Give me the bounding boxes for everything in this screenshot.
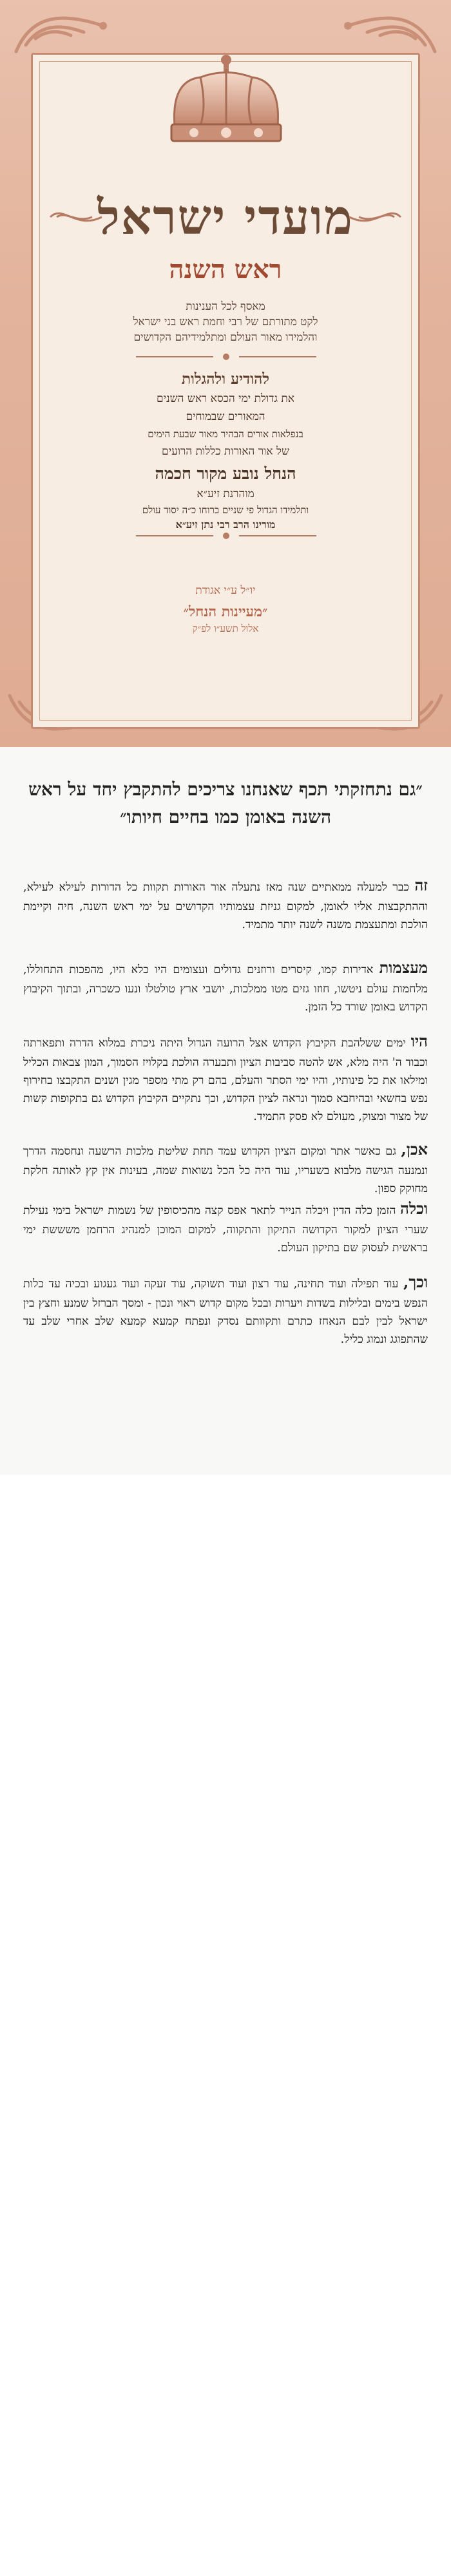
paragraph-text: הזמן כלה הדין ויכלה הנייר לתאר אפס קצה מהכיסופין של נשמות ישראל בימי נעילת שערי הציון למקור הקדושה התיקון והתקווה, למקום המוכן למנהיג הרחמן משששת ימי בראשית לעסוק שם בתיקון העולם. (23, 1204, 428, 1255)
cover-panel (31, 53, 420, 729)
paragraph-lead-word: וכך, (403, 1272, 428, 1291)
cover-intro-line: מאסף לכל הענינות (186, 300, 265, 313)
cover-text-line: של אור האורות כללות הרועים (162, 445, 289, 458)
paragraph-lead-word: אכן, (401, 1139, 428, 1159)
book-cover (0, 0, 451, 747)
paragraph-text: ימים ששלהבת הקיבוץ הקדוש אצל הרועה הגדול היתה ניכרת במלוא הדרה ותפארתה וכבוד ה' היה מלא, אש להטה סביבות הציון ותבערה הולכת בקלויז הסמוך, המון צבאות הכליל ומילאו את כל פינותיו, והיו ימי הסתר והעלם, בהם רק מתי מספר מגין ושנים התקבצו בחירוף נפש בחשאי ובהיחבא סמוך ונראה לציון הקדוש, וכך נתקיים הקיבוץ הקדוש גם בתקופות קשות של מצור ומצוק, מעולם לא פסק התמיד. (23, 1036, 428, 1123)
paragraph-text: אדירות קמו, קיסרים ורוזנים גדולים ועצומים היו כלא היו, מהפכות התחוללו, מלחמות עולם ניטשו, חוזו גזים מטו ממלכות, יושבי ארץ טולטלו ונעו כשכרה, ובתוך הקיבוץ הקדוש באומן שורד כל הזמן. (23, 963, 428, 1014)
cover-subtitle: ראש השנה (169, 254, 282, 285)
article-paragraph (23, 1029, 428, 1126)
cover-title: מועדי ישראל (97, 190, 354, 245)
publisher-line: יו״ל ע״י אגודת (195, 584, 256, 597)
publication-date: אלול תשע״ו לפ״ק (192, 623, 259, 634)
crown-icon (162, 55, 291, 151)
article-paragraph (23, 1197, 428, 1257)
paragraph-text: כבר למעלה ממאתיים שנה מאז נתעלה אור האורות תקוות כל הדורות לעילא לעילא, וההתקבצות אליו לאומן, למקום גניזת עצמותיו הקדושים על ימי ראש השנה, חיה וקיימת הולכת ומתעצמת משנה לשנה יותר מתמיד. (23, 880, 428, 931)
cover-text-line: המאורים שבמוחים (186, 410, 265, 423)
paragraph-lead-word: וכלה (400, 1198, 428, 1218)
cover-heading: להודיע ולהגלות (181, 370, 270, 388)
cover-text-line: את גדולת ימי הכסא ראש השנים (157, 392, 294, 405)
paragraph-lead-word: היו (410, 1031, 428, 1050)
article-paragraph (23, 956, 428, 1016)
cover-intro-line: לקט מתורתם של רבי וחמת ראש בני ישראל (133, 316, 318, 328)
cover-heading-2: הנחל נובע מקור חכמה (155, 464, 296, 483)
divider-ornament-icon (130, 352, 323, 361)
corner-flourish-icon (13, 6, 110, 58)
cover-text-line: בנפלאות אורים הבהיר מאור שבעת הימים (148, 428, 303, 440)
paragraph-lead-word: מעצמות (379, 958, 428, 977)
article-paragraph (23, 1270, 428, 1349)
cover-intro-line: והלמידו מאור העולם ומתלמידיהם הקדושים (133, 331, 318, 344)
cover-text-line: ותלמידו הגדול פי שניים ברוחו כ״ה יסוד עולם (142, 504, 309, 516)
ornament-icon (47, 204, 105, 230)
divider-ornament-icon (130, 531, 323, 540)
cover-text-line: מורינו הרב רבי נתן זיע״א (175, 518, 276, 531)
empty-page-area (0, 1475, 451, 2576)
publisher-name: ״מעיינות הנחל״ (183, 603, 268, 620)
article-paragraph (23, 873, 428, 934)
article-page (0, 747, 451, 1475)
cover-text-line: מוהרנת זיע״א (197, 488, 254, 500)
paragraph-text: עוד תפילה ועוד תחינה, עוד רצון ועוד תשוקה, עוד זעקה ועוד געגוע ובכיה עד כלות הנפש בימים ובלילות בשדות ויערות ובכל מקום קדוש ראוי ונכון - ומסך הברזל שמנע וחצץ בין ישראל לבין לבם הנאחז כתרם ותקוותם נסדק ונפתח קמעא קמעא שלב אחרי שלב עד שהתפוגג ונמוג כליל. (23, 1277, 428, 1346)
paragraph-text: גם כאשר אתר ומקום הציון הקדוש עמד תחת שליטת מלכות הרשעה ונחסמה הדרך ונמנעה הגישה מלבוא בשעריו, עוד היה כל הכל נשואות שמה, בעינות אין קץ לאותה חלקת מחוקק ספון. (23, 1144, 428, 1195)
paragraph-lead-word: זה (414, 875, 428, 895)
article-paragraph (23, 1137, 428, 1198)
ornament-icon (346, 204, 404, 230)
corner-flourish-icon (341, 6, 438, 58)
cover-inner-border (39, 61, 412, 721)
article-headline: ״גם נתחזקתי תכף שאנחנו צריכים להתקבץ יחד על ראש השנה באומן כמו בחיים חיותו״ (28, 779, 423, 828)
